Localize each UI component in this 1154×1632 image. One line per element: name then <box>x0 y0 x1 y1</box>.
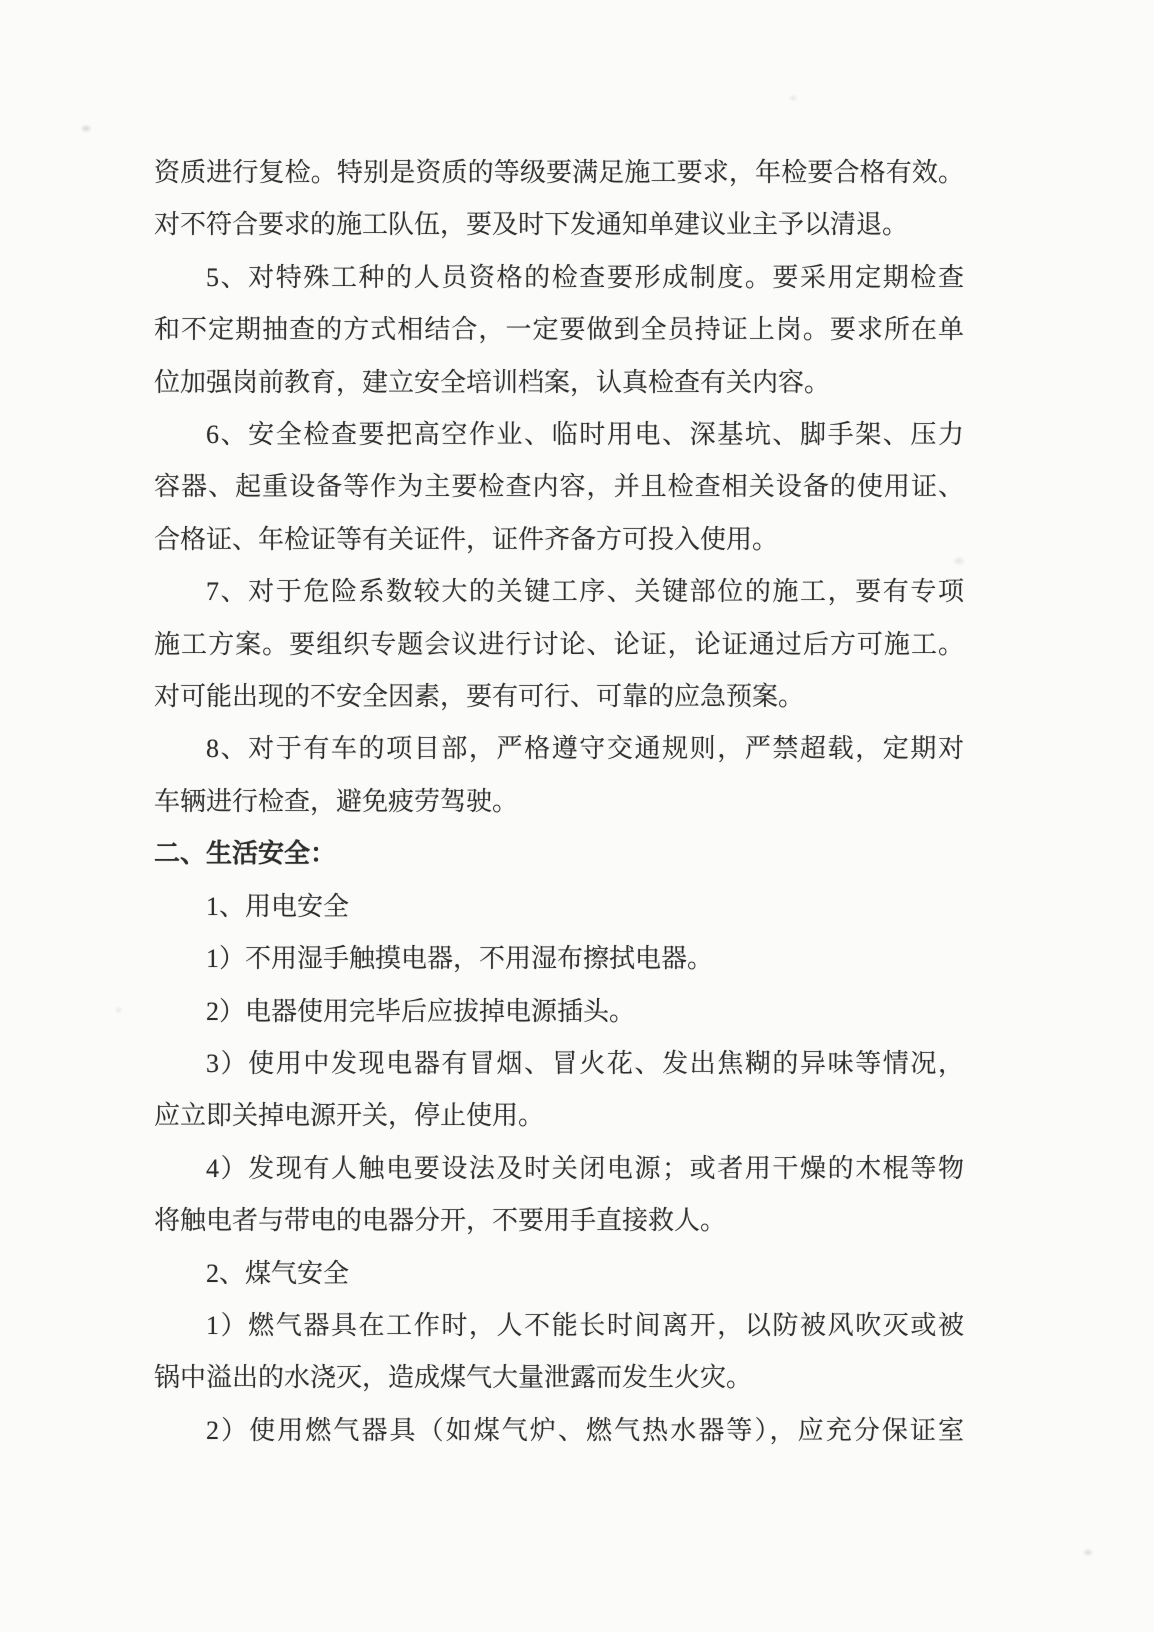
document-line: 3）使用中发现电器有冒烟、冒火花、发出焦糊的异味等情况， <box>206 1048 964 1078</box>
document-line: 应立即关掉电源开关，停止使用。 <box>154 1101 545 1131</box>
document-line: 资质进行复检。特别是资质的等级要满足施工要求，年检要合格有效。 <box>154 158 964 187</box>
scan-speck <box>114 1006 123 1014</box>
document-line: 6、安全检查要把高空作业、临时用电、深基坑、脚手架、压力 <box>206 420 964 450</box>
document-line: 将触电者与带电的电器分开，不要用手直接救人。 <box>154 1206 727 1236</box>
document-line: 锅中溢出的水浇灭，造成煤气大量泄露而发生火灾。 <box>154 1363 753 1393</box>
document-body <box>154 147 964 1457</box>
document-line: 对不符合要求的施工队伍，要及时下发通知单建议业主予以清退。 <box>154 210 909 240</box>
document-line: 7、对于危险系数较大的关键工序、关键部位的施工，要有专项 <box>206 577 964 607</box>
document-line: 车辆进行检查，避免疲劳驾驶。 <box>154 786 519 816</box>
document-line: 2、煤气安全 <box>206 1258 350 1288</box>
document-line: 8、对于有车的项目部，严格遵守交通规则，严禁超载，定期对 <box>206 734 964 764</box>
document-line: 2）使用燃气器具（如煤气炉、燃气热水器等），应充分保证室 <box>206 1415 964 1445</box>
document-line: 4）发现有人触电要设法及时关闭电源；或者用干燥的木棍等物 <box>206 1153 964 1183</box>
document-line: 位加强岗前教育，建立安全培训档案，认真检查有关内容。 <box>154 367 831 397</box>
document-line: 1）不用湿手触摸电器，不用湿布擦拭电器。 <box>206 944 714 974</box>
document-line: 和不定期抽查的方式相结合，一定要做到全员持证上岗。要求所在单 <box>154 315 964 345</box>
document-line: 5、对特殊工种的人员资格的检查要形成制度。要采用定期检查 <box>206 262 964 292</box>
section-heading: 二、生活安全： <box>154 839 337 869</box>
scan-speck <box>788 94 798 102</box>
document-line: 容器、起重设备等作为主要检查内容，并且检查相关设备的使用证、 <box>154 472 964 502</box>
scan-speck <box>80 124 92 133</box>
document-line: 施工方案。要组织专题会议进行讨论、论证，论证通过后方可施工。 <box>154 629 964 659</box>
document-line: 1、用电安全 <box>206 891 350 921</box>
document-line: 合格证、年检证等有关证件，证件齐备方可投入使用。 <box>154 524 779 554</box>
document-line: 对可能出现的不安全因素，要有可行、可靠的应急预案。 <box>154 682 805 712</box>
scan-speck <box>1082 1548 1094 1557</box>
document-line: 1）燃气器具在工作时，人不能长时间离开，以防被风吹灭或被 <box>206 1310 964 1340</box>
document-line: 2）电器使用完毕后应拔掉电源插头。 <box>206 996 636 1026</box>
